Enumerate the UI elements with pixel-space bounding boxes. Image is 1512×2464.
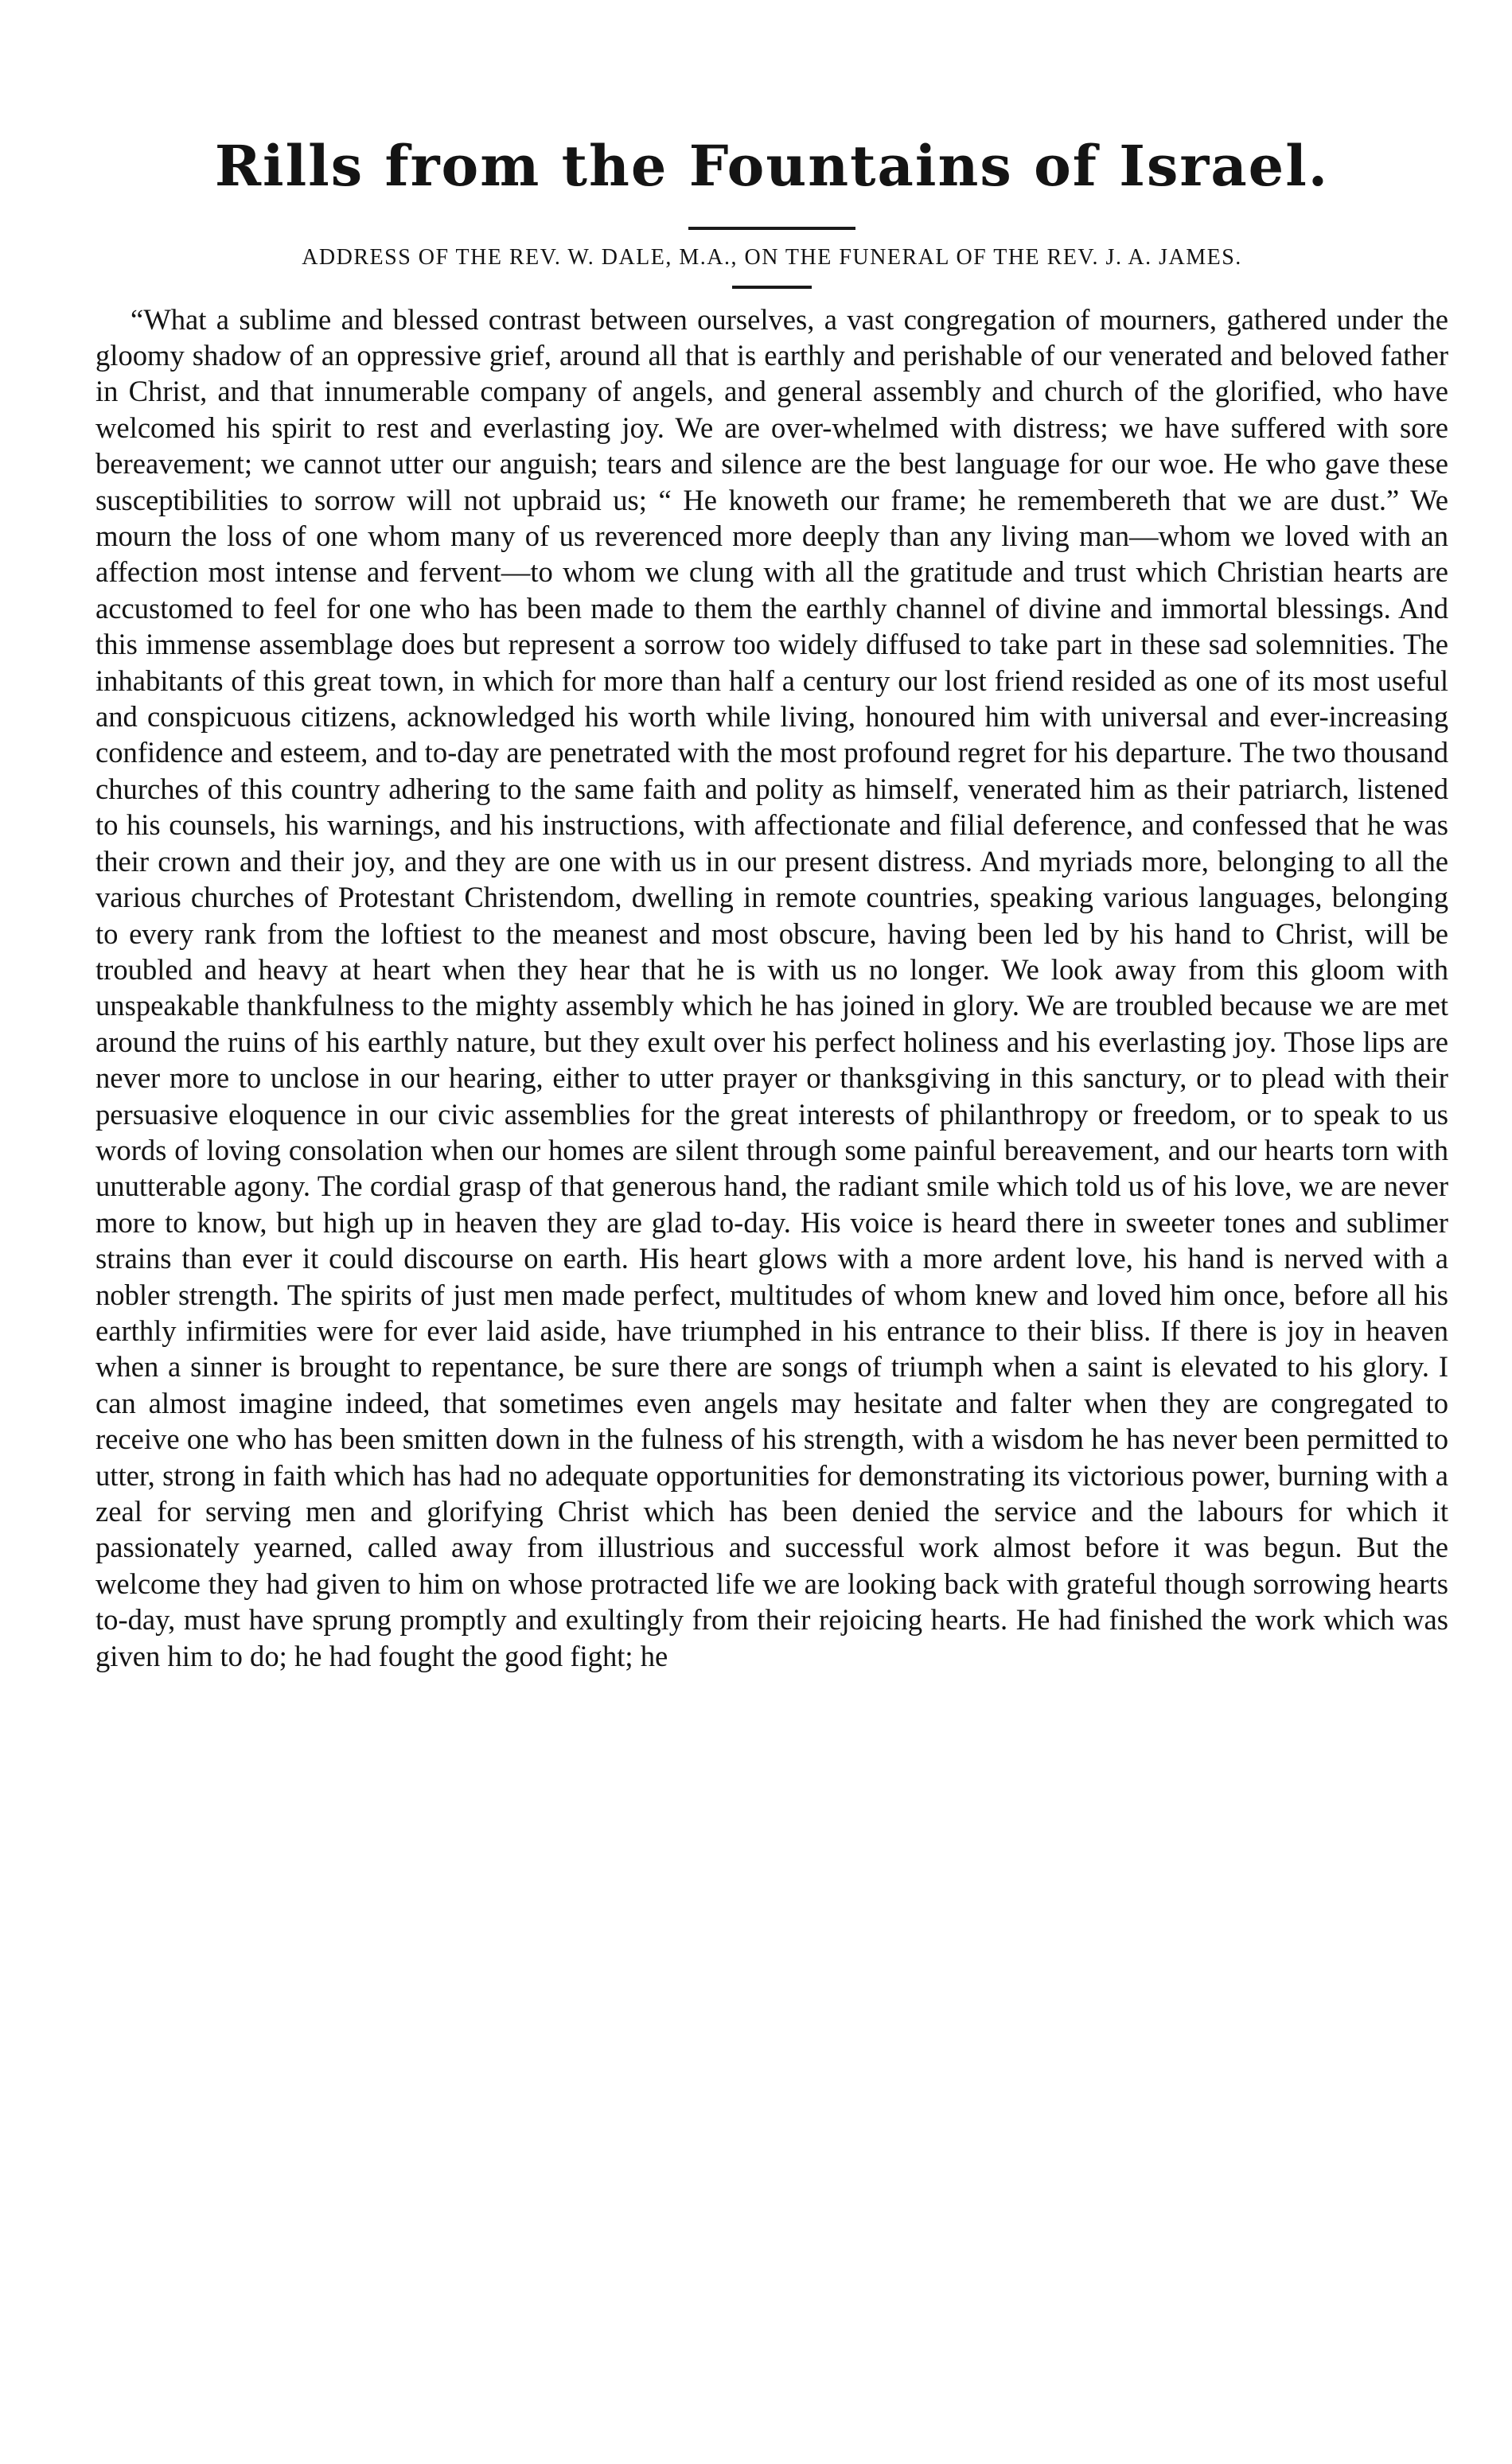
document-page [95,127,1448,1674]
page-title: Rills from the Fountains of Israel. [214,133,1330,199]
article-subtitle: ADDRESS OF THE REV. W. DALE, M.A., ON THE FUNERAL OF THE REV. J. A. JAMES. [302,245,1242,270]
title-divider [688,227,855,230]
subtitle-divider [732,286,812,289]
article-body: “What a sublime and blessed contrast between ourselves, a vast congregation of mourners, gathered under the gloomy shadow of an oppressive grief, around all that is earthly and perishable of our venerated and beloved father in Christ, and that innumerable company of angels, and general assembly and church of the glorified, who have welcomed his spirit to rest and everlasting joy. We are over-whelmed with distress; we have suffered with sore bereavement; we cannot utter our anguish; tears and silence are the best language for our woe. He who gave these susceptibilities to sorrow will not upbraid us; “ He knoweth our frame; he remembereth that we are dust.” We mourn the loss of one whom many of us reverenced more deeply than any living man—whom we loved with an affection most intense and fervent—to whom we clung with all the gratitude and trust which Christian hearts are accustomed to feel for one who has been made to them the earthly channel of divine and immortal blessings. And this immense assemblage does but represent a sorrow too widely diffused to take part in these sad solemnities. The inhabitants of this great town, in which for more than half a century our lost friend resided as one of its most useful and conspicuous citizens, acknowledged his worth while living, honoured him with universal and ever-increasing confidence and esteem, and to-day are penetrated with the most profound regret for his departure. The two thousand churches of this country adhering to the same faith and polity as himself, venerated him as their patriarch, listened to his counsels, his warnings, and his instructions, with affectionate and filial deference, and confessed that he was their crown and their joy, and they are one with us in our present distress. And myriads more, belonging to all the various churches of Protestant Christendom, dwelling in remote countries, speaking various languages, belonging to every rank from the loftiest to the meanest and most obscure, having been led by his hand to Christ, will be troubled and heavy at heart when they hear that he is with us no longer. We look away from this gloom with unspeakable thankfulness to the mighty assembly which he has joined in glory. We are troubled because we are met around the ruins of his earthly nature, but they exult over his perfect holiness and his everlasting joy. Those lips are never more to unclose in our hearing, either to utter prayer or thanksgiving in this sanctury, or to plead with their persuasive eloquence in our civic assemblies for the great interests of philanthropy or freedom, or to speak to us words of loving consolation when our homes are silent through some painful bereavement, and our hearts torn with unutterable agony. The cordial grasp of that generous hand, the radiant smile which told us of his love, we are never more to know, but high up in heaven they are glad to-day. His voice is heard there in sweeter tones and sublimer strains than ever it could discourse on earth. His heart glows with a more ardent love, his hand is nerved with a nobler strength. The spirits of just men made perfect, multitudes of whom knew and loved him once, before all his earthly infirmities were for ever laid aside, have triumphed in his entrance to their bliss. If there is joy in heaven when a sinner is brought to repentance, be sure there are songs of triumph when a saint is elevated to his glory. I can almost imagine indeed, that sometimes even angels may hesitate and falter when they are congregated to receive one who has been smitten down in the fulness of his strength, with a wisdom he has never been permitted to utter, strong in faith which has had no adequate opportunities for demonstrating its victorious power, burning with a zeal for serving men and glorifying Christ which has been denied the service and the labours for which it passionately yearned, called away from illustrious and successful work almost before it was begun. But the welcome they had given to him on whose protracted life we are looking back with grateful though sorrowing hearts to-day, must have sprung promptly and exultingly from their rejoicing hearts. He had finished the work which was given him to do; he had fought the good fight; he [95,302,1448,1672]
